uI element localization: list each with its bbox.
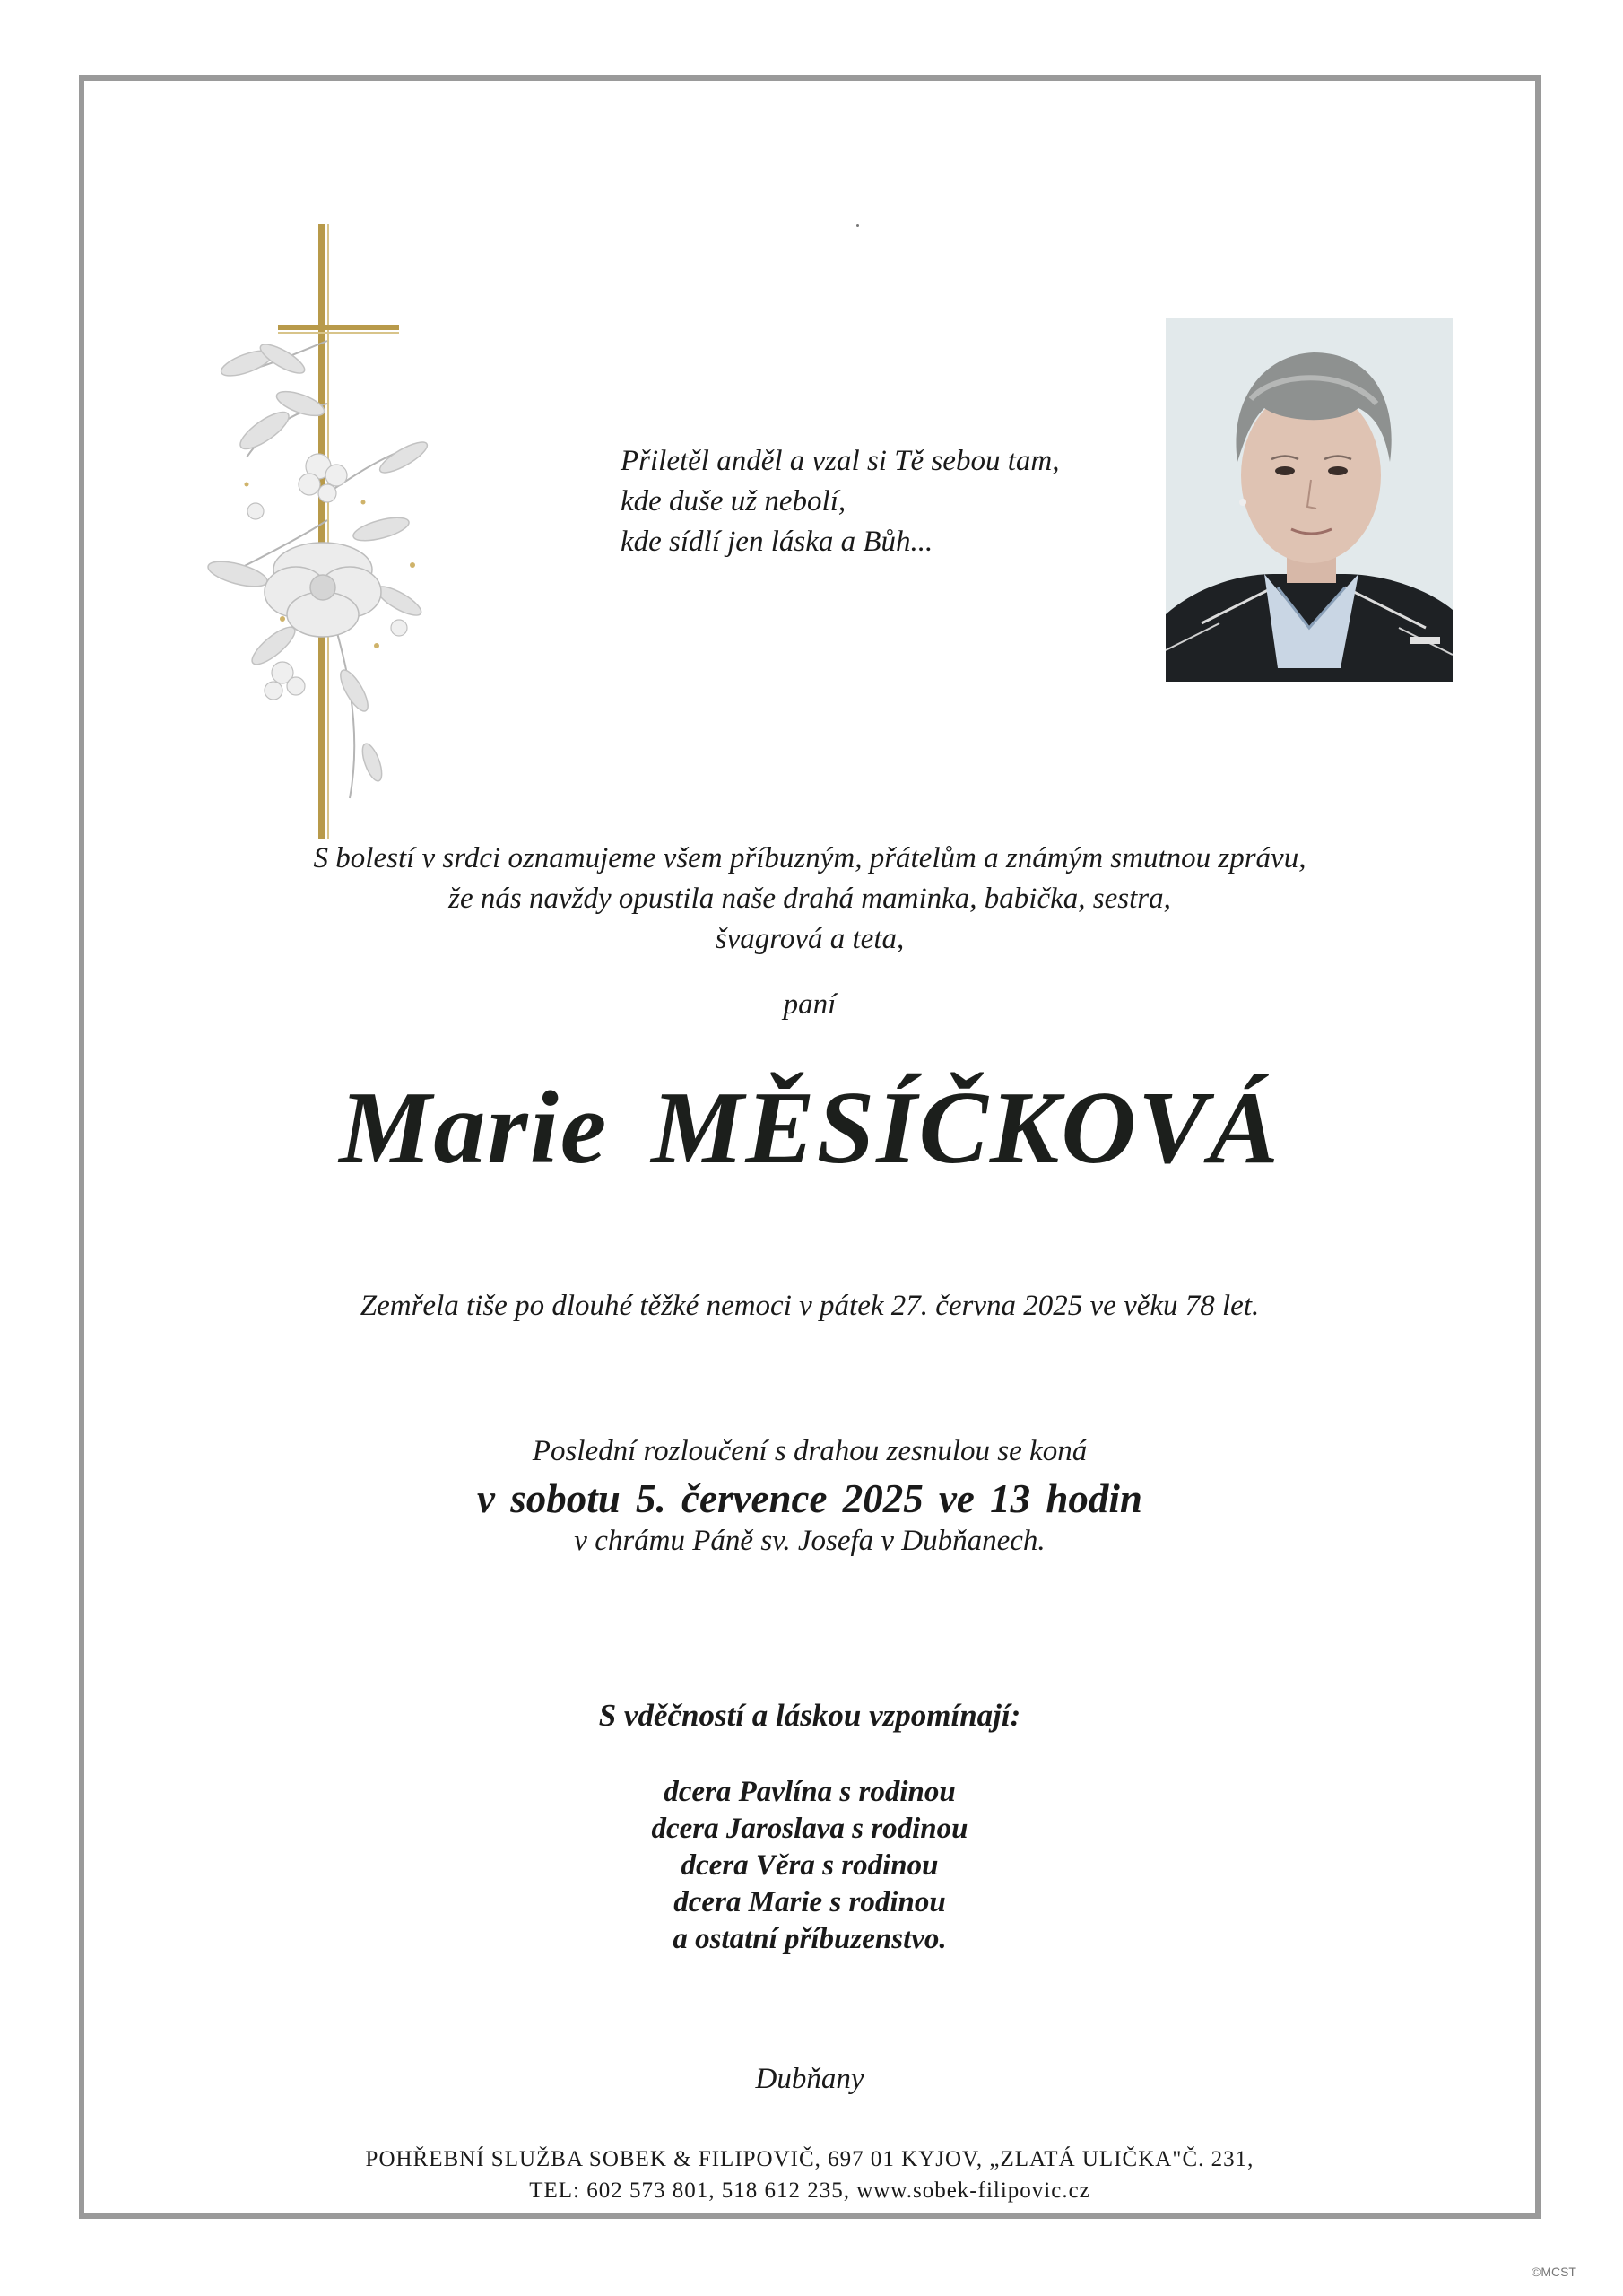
farewell-datetime: v sobotu 5. července 2025 ve 13 hodin — [477, 1476, 1142, 1521]
announcement-line: S bolestí v srdci oznamujeme všem příbuzným, přátelům a známým smutnou zprávu, — [313, 842, 1306, 874]
mourner: dcera Jaroslava s rodinou — [651, 1813, 968, 1845]
verse-line: Přiletěl anděl a vzal si Tě sebou tam, — [621, 445, 1060, 477]
announcement-line: že nás navždy opustila naše drahá maminka, babička, sestra, — [448, 883, 1171, 915]
deceased-first-name: Marie — [339, 1071, 609, 1186]
footer — [79, 2144, 1541, 2206]
mourners-list — [79, 1774, 1541, 1958]
cross-with-flowers-icon — [193, 224, 435, 843]
footer-address: POHŘEBNÍ SLUŽBA SOBEK & FILIPOVIČ, 697 01 KYJOV, „ZLATÁ ULIČKA"Č. 231, — [365, 2147, 1254, 2171]
remembrance-heading: S vděčností a láskou vzpomínají: — [598, 1698, 1021, 1733]
place: Dubňany — [755, 2063, 864, 2095]
mourner: dcera Pavlína s rodinou — [664, 1776, 956, 1808]
honorific: paní — [783, 988, 837, 1021]
speck — [856, 224, 859, 227]
footer-contact: TEL: 602 573 801, 518 612 235, www.sobek-filipovic.cz — [529, 2179, 1090, 2203]
deceased-surname: MĚSÍČKOVÁ — [651, 1071, 1280, 1186]
deceased-name — [79, 1065, 1541, 1191]
verse-line: kde sídlí jen láska a Bůh... — [621, 526, 933, 558]
portrait-photo — [1166, 318, 1453, 682]
mourner: dcera Věra s rodinou — [681, 1849, 939, 1882]
mourner: dcera Marie s rodinou — [673, 1886, 946, 1918]
announcement-line: švagrová a teta, — [715, 923, 905, 955]
farewell-location: v chrámu Páně sv. Josefa v Dubňanech. — [574, 1525, 1046, 1557]
verse-line: kde duše už nebolí, — [621, 485, 846, 517]
verse — [621, 441, 1123, 562]
announcement — [79, 839, 1541, 960]
copyright: ©MCST — [1532, 2265, 1576, 2279]
death-notice: Zemřela tiše po dlouhé těžké nemoci v pátek 27. června 2025 ve věku 78 let. — [360, 1290, 1260, 1322]
mourner: a ostatní příbuzenstvo. — [673, 1923, 947, 1955]
farewell-intro: Poslední rozloučení s drahou zesnulou se koná — [532, 1435, 1088, 1467]
